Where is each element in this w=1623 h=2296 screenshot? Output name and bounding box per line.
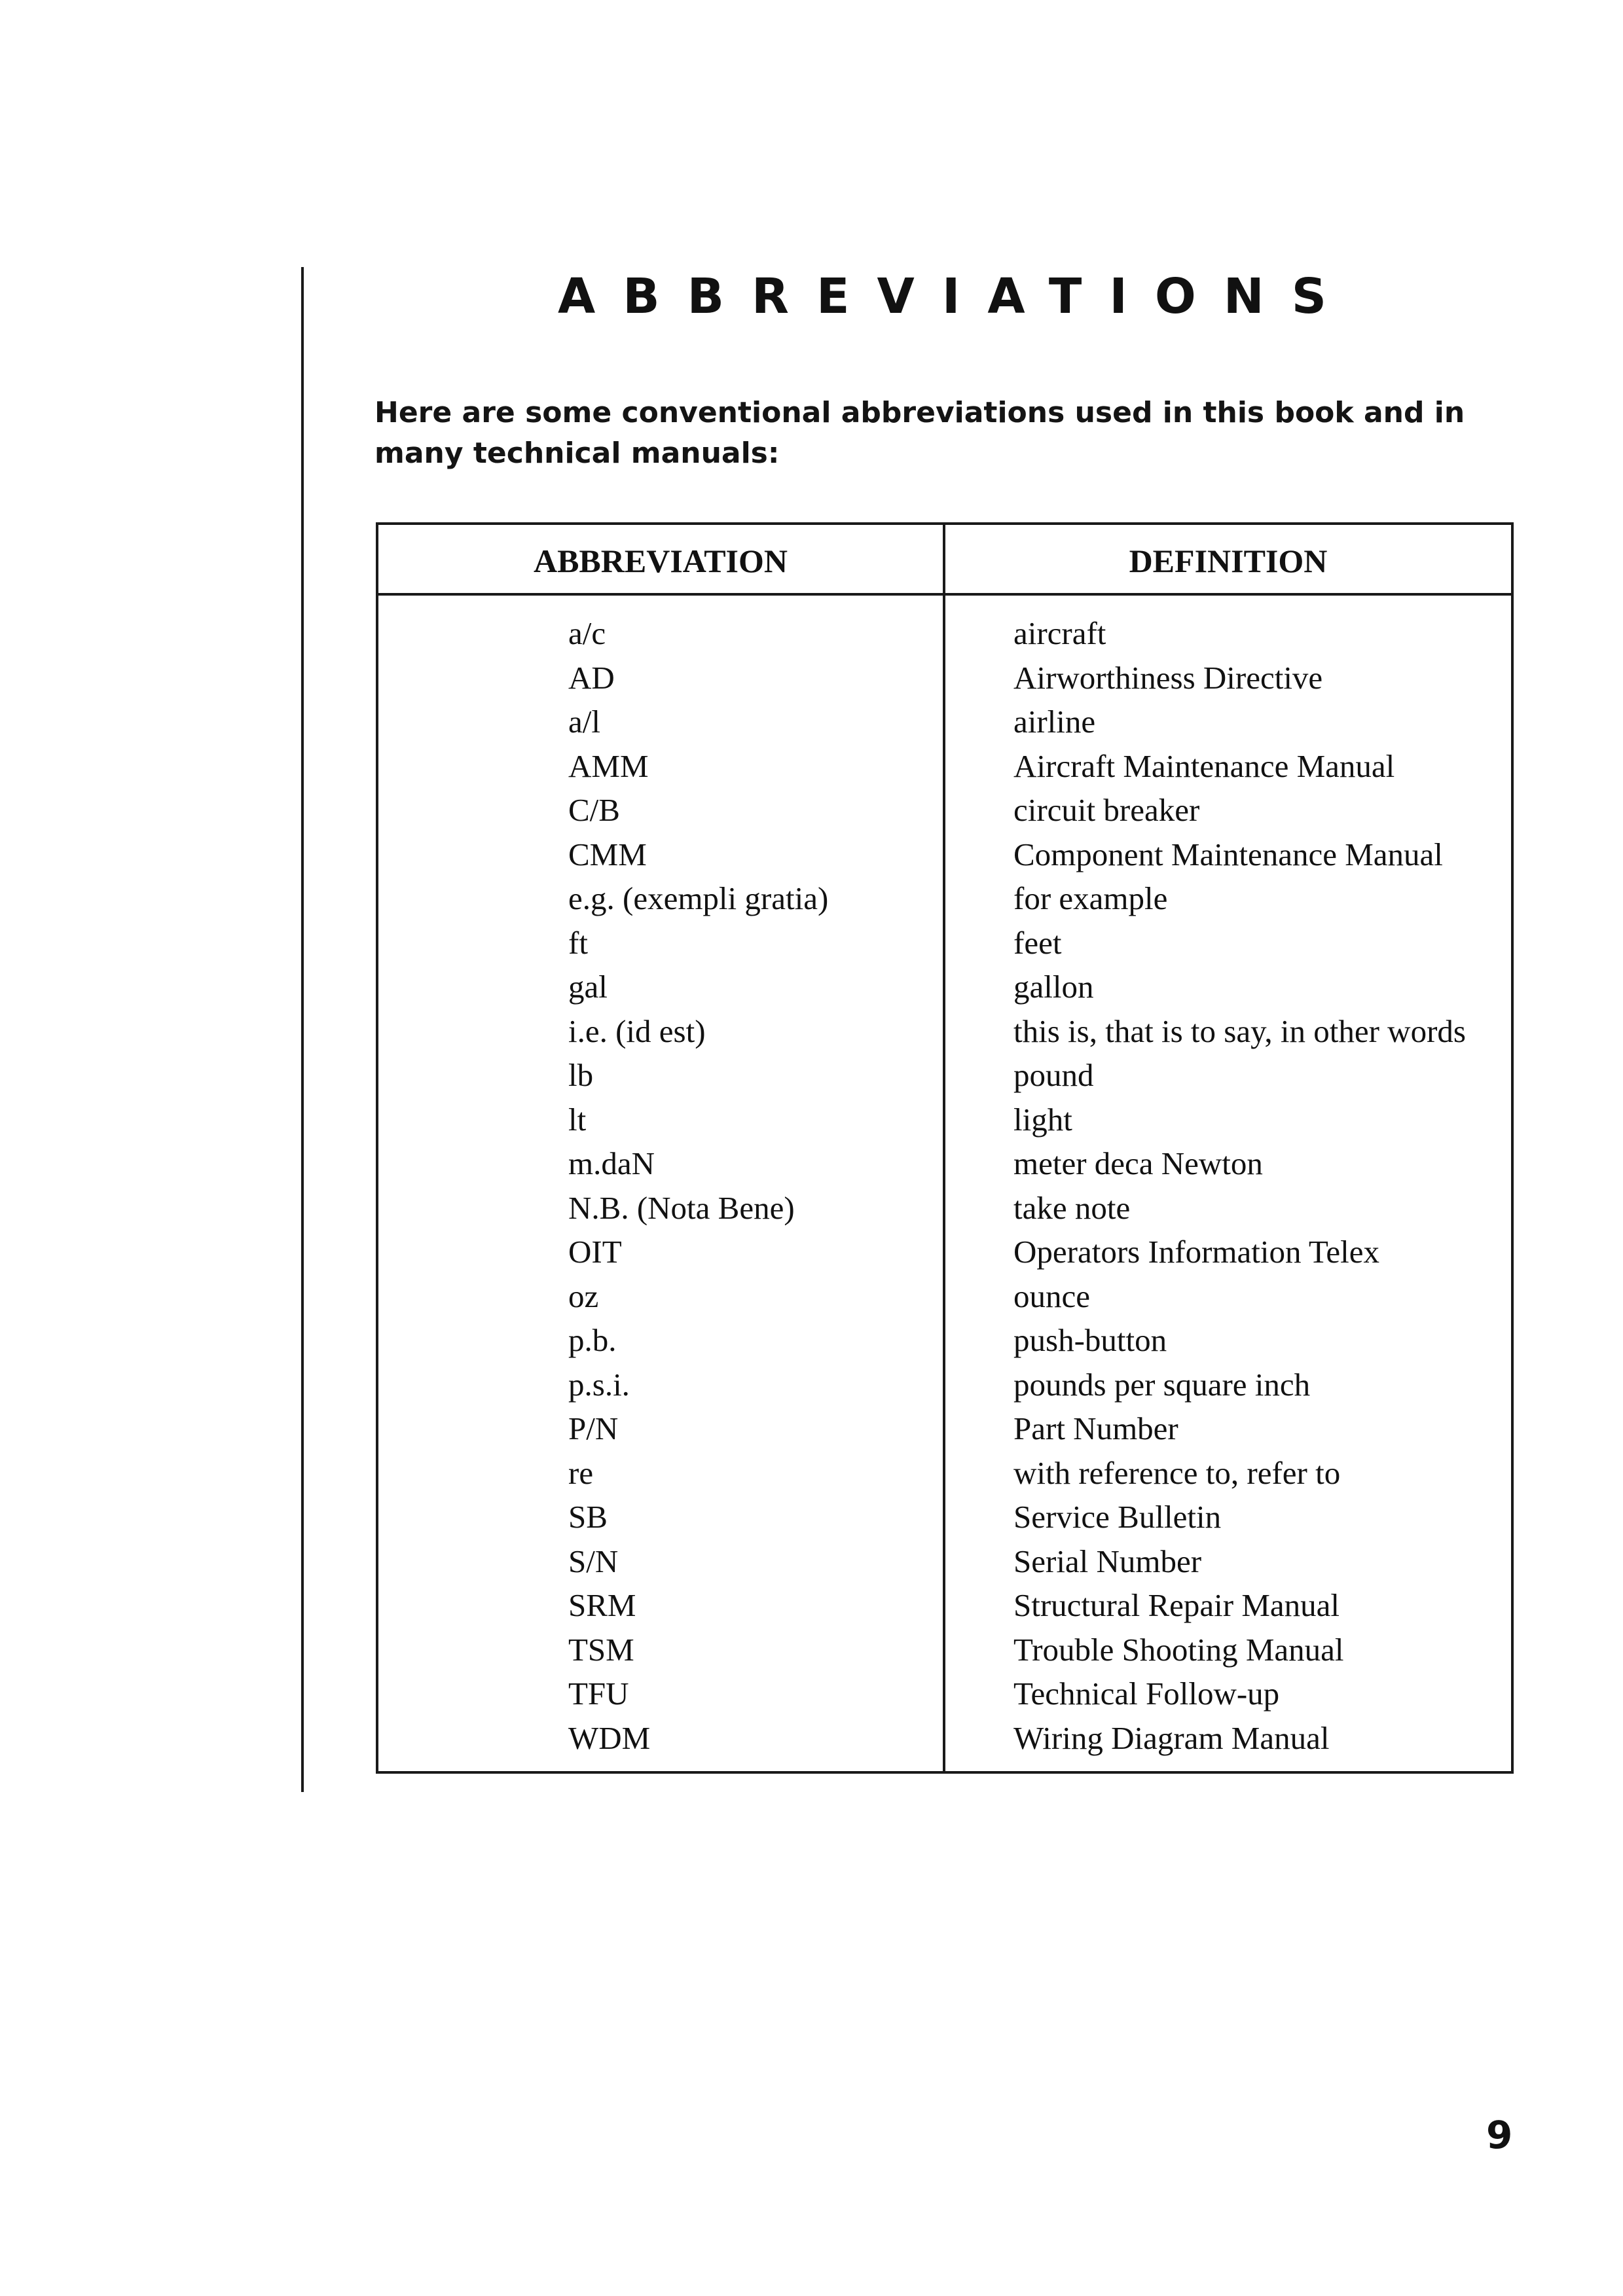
- table-row: [378, 700, 1511, 744]
- abbreviation-cell: P/N: [568, 1410, 619, 1446]
- table-row: [378, 1186, 1511, 1230]
- header-abbreviation: ABBREVIATION: [533, 543, 788, 579]
- definition-cell: Wiring Diagram Manual: [1013, 1719, 1330, 1756]
- definition-cell: Technical Follow-up: [1013, 1676, 1280, 1712]
- abbreviation-cell: oz: [568, 1278, 599, 1314]
- table-row: [378, 1230, 1511, 1274]
- table-row: [378, 1098, 1511, 1142]
- table-row: [378, 788, 1511, 833]
- abbreviation-cell: gal: [568, 969, 608, 1005]
- abbreviation-cell: i.e. (id est): [568, 1013, 706, 1049]
- abbreviation-cell: S/N: [568, 1543, 619, 1579]
- abbreviation-cell: lt: [568, 1101, 587, 1138]
- definition-cell: with reference to, refer to: [1013, 1454, 1341, 1491]
- left-margin-rule: [301, 267, 304, 1792]
- table-row: [378, 1053, 1511, 1098]
- abbreviation-cell: TFU: [568, 1676, 629, 1712]
- definition-cell: circuit breaker: [1013, 792, 1200, 828]
- definition-cell: ounce: [1013, 1278, 1090, 1314]
- header-divider: [378, 593, 1511, 596]
- table-row: [378, 833, 1511, 877]
- abbreviation-cell: N.B. (Nota Bene): [568, 1189, 795, 1226]
- abbreviation-cell: p.b.: [568, 1322, 617, 1358]
- definition-cell: aircraft: [1013, 615, 1106, 651]
- table-row: [378, 656, 1511, 700]
- abbreviation-cell: m.daN: [568, 1145, 655, 1181]
- table-row: [378, 1318, 1511, 1363]
- definition-cell: light: [1013, 1101, 1072, 1138]
- definition-cell: Structural Repair Manual: [1013, 1587, 1340, 1623]
- table-row: [378, 1672, 1511, 1716]
- abbreviation-cell: CMM: [568, 836, 647, 872]
- table-row: [378, 1716, 1511, 1761]
- definition-cell: take note: [1013, 1189, 1131, 1226]
- table-row: [378, 611, 1511, 656]
- definition-cell: this is, that is to say, in other words: [1013, 1013, 1466, 1049]
- abbreviation-cell: ft: [568, 924, 588, 961]
- definition-cell: for example: [1013, 880, 1168, 916]
- intro-paragraph: Here are some conventional abbreviations used in this book and in many technical manuals:: [374, 396, 1465, 470]
- page-number: 9: [1486, 2113, 1513, 2157]
- table-row: [378, 1274, 1511, 1319]
- abbreviation-cell: lb: [568, 1057, 594, 1093]
- table-row: [378, 1009, 1511, 1054]
- abbreviations-table: [376, 522, 1514, 1774]
- abbreviation-cell: a/c: [568, 615, 606, 651]
- definition-cell: Serial Number: [1013, 1543, 1202, 1579]
- table-row: [378, 1363, 1511, 1407]
- abbreviation-cell: OIT: [568, 1234, 622, 1270]
- definition-cell: Trouble Shooting Manual: [1013, 1631, 1344, 1668]
- table-row: [378, 1583, 1511, 1628]
- abbreviation-cell: AD: [568, 659, 615, 696]
- definition-cell: Part Number: [1013, 1410, 1178, 1446]
- abbreviation-cell: C/B: [568, 792, 620, 828]
- definition-cell: airline: [1013, 704, 1096, 740]
- definition-cell: Airworthiness Directive: [1013, 659, 1323, 696]
- table-row: [378, 876, 1511, 921]
- table-row: [378, 1539, 1511, 1584]
- table-row: [378, 744, 1511, 789]
- table-row: [378, 965, 1511, 1009]
- table-row: [378, 1407, 1511, 1451]
- abbreviation-cell: a/l: [568, 704, 600, 740]
- definition-cell: pounds per square inch: [1013, 1366, 1311, 1403]
- definition-cell: feet: [1013, 924, 1062, 961]
- table-row: [378, 1141, 1511, 1186]
- abbreviation-cell: e.g. (exempli gratia): [568, 880, 829, 916]
- definition-cell: pound: [1013, 1057, 1094, 1093]
- table-row: [378, 1628, 1511, 1672]
- header-definition: DEFINITION: [1129, 543, 1328, 579]
- definition-cell: Service Bulletin: [1013, 1499, 1222, 1535]
- page-title-text: ABBREVIATIONS: [557, 268, 1355, 325]
- abbreviation-cell: WDM: [568, 1719, 651, 1756]
- abbreviation-cell: SB: [568, 1499, 608, 1535]
- table-row: [378, 1495, 1511, 1539]
- abbreviation-cell: p.s.i.: [568, 1366, 630, 1403]
- abbreviation-cell: TSM: [568, 1631, 634, 1668]
- table-row: [378, 921, 1511, 965]
- definition-cell: Component Maintenance Manual: [1013, 836, 1443, 872]
- definition-cell: Aircraft Maintenance Manual: [1013, 747, 1395, 784]
- abbreviation-cell: re: [568, 1454, 594, 1491]
- abbreviation-cell: SRM: [568, 1587, 636, 1623]
- definition-cell: push-button: [1013, 1322, 1167, 1358]
- abbreviation-cell: AMM: [568, 747, 649, 784]
- definition-cell: meter deca Newton: [1013, 1145, 1263, 1181]
- table-body: [378, 611, 1511, 1760]
- definition-cell: gallon: [1013, 969, 1094, 1005]
- table-row: [378, 1451, 1511, 1496]
- page-title: [367, 254, 1545, 339]
- definition-cell: Operators Information Telex: [1013, 1234, 1379, 1270]
